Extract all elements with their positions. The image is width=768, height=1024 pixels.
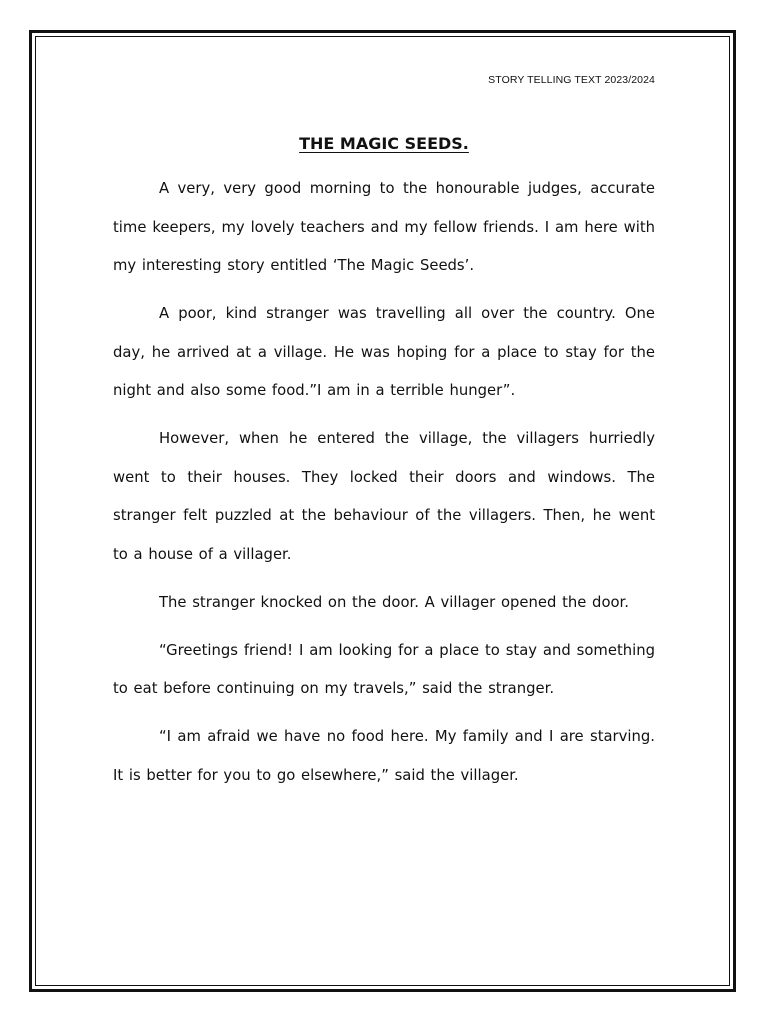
paragraph-villagers-hide: However, when he entered the village, the villagers hurriedly went to their houses. They locked their doors and windows. The stranger felt puzzled at the behaviour of the villagers. Then, he went to a house of a villager. — [113, 430, 655, 563]
paragraph-stranger-travels: A poor, kind stranger was travelling all over the country. One day, he arrived at a village. He was hoping for a place to stay for the night and also some food.”I am in a terrible hunger”. — [113, 305, 655, 399]
header-label: STORY TELLING TEXT 2023/2024 — [488, 74, 655, 86]
paragraph-knock-door: The stranger knocked on the door. A villager opened the door. — [159, 593, 629, 611]
paragraph-villager-reply: “I am afraid we have no food here. My family and I are starving. It is better for you to go elsewhere,” said the villager. — [113, 728, 655, 784]
story-title: THE MAGIC SEEDS. — [299, 134, 469, 153]
story-body — [113, 170, 655, 805]
paragraph-greeting: A very, very good morning to the honourable judges, accurate time keepers, my lovely teachers and my fellow friends. I am here with my interesting story entitled ‘The Magic Seeds’. — [113, 180, 655, 274]
paragraph-stranger-request: “Greetings friend! I am looking for a place to stay and something to eat before continuing on my travels,” said the stranger. — [113, 641, 655, 697]
